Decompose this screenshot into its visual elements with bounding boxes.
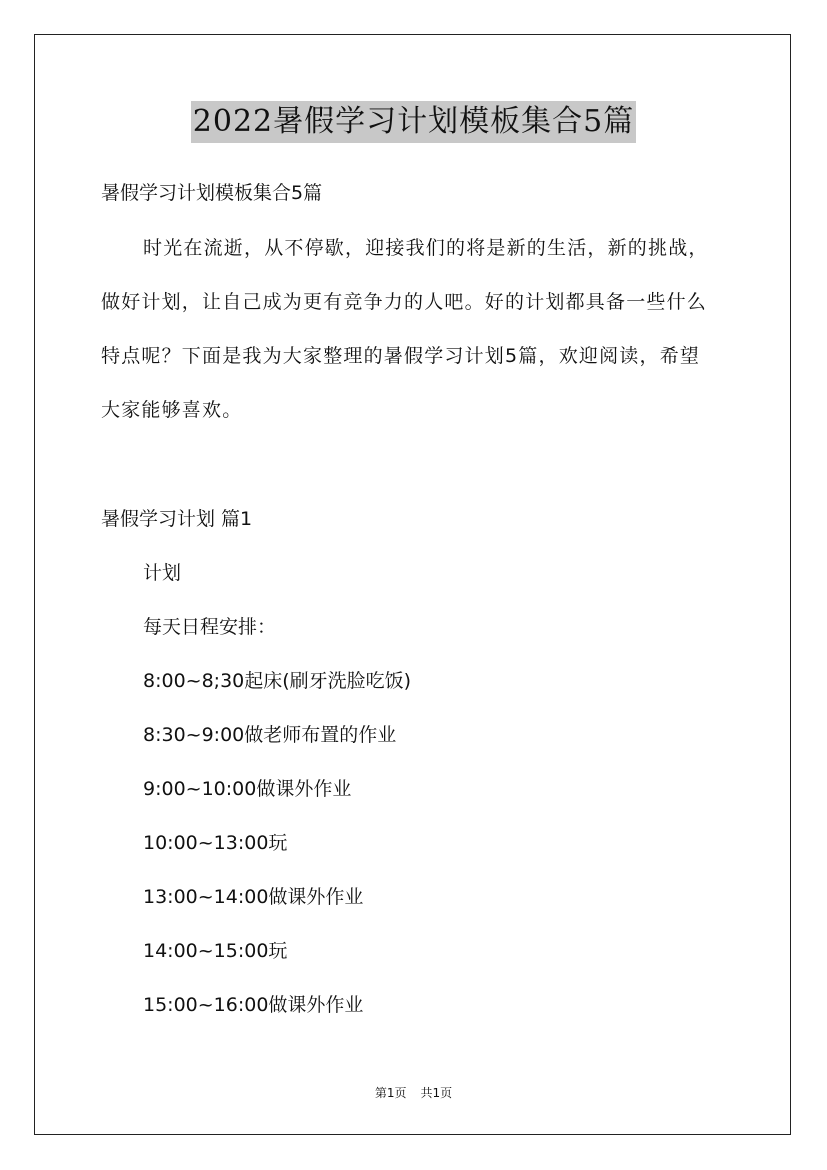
page-total: 共1页	[420, 1086, 453, 1100]
schedule-item: 8:00~8;30起床(刷牙洗脸吃饭)	[143, 670, 412, 692]
document-title-block	[0, 101, 827, 143]
intro-line-2: 做好计划，让自己成为更有竞争力的人吧。好的计划都具备一些什么	[101, 291, 708, 313]
section-heading: 暑假学习计划 篇1	[101, 508, 253, 530]
schedule-item: 15:00~16:00做课外作业	[143, 994, 364, 1016]
page-number: 第1页	[374, 1086, 407, 1100]
page-footer	[0, 1084, 827, 1101]
schedule-item: 13:00~14:00做课外作业	[143, 886, 364, 908]
intro-line-4: 大家能够喜欢。	[101, 399, 243, 421]
schedule-label: 每天日程安排：	[143, 616, 277, 638]
plan-label: 计划	[143, 562, 182, 584]
schedule-item: 9:00~10:00做课外作业	[143, 778, 352, 800]
document-title: 2022暑假学习计划模板集合5篇	[191, 101, 636, 143]
schedule-item: 8:30~9:00做老师布置的作业	[143, 724, 397, 746]
schedule-item: 10:00~13:00玩	[143, 832, 288, 854]
intro-line-3: 特点呢？下面是我为大家整理的暑假学习计划5篇，欢迎阅读，希望	[101, 345, 701, 367]
document-subtitle: 暑假学习计划模板集合5篇	[101, 182, 323, 204]
schedule-item: 14:00~15:00玩	[143, 940, 288, 962]
intro-line-1: 时光在流逝，从不停歇，迎接我们的将是新的生活，新的挑战，	[143, 237, 709, 259]
